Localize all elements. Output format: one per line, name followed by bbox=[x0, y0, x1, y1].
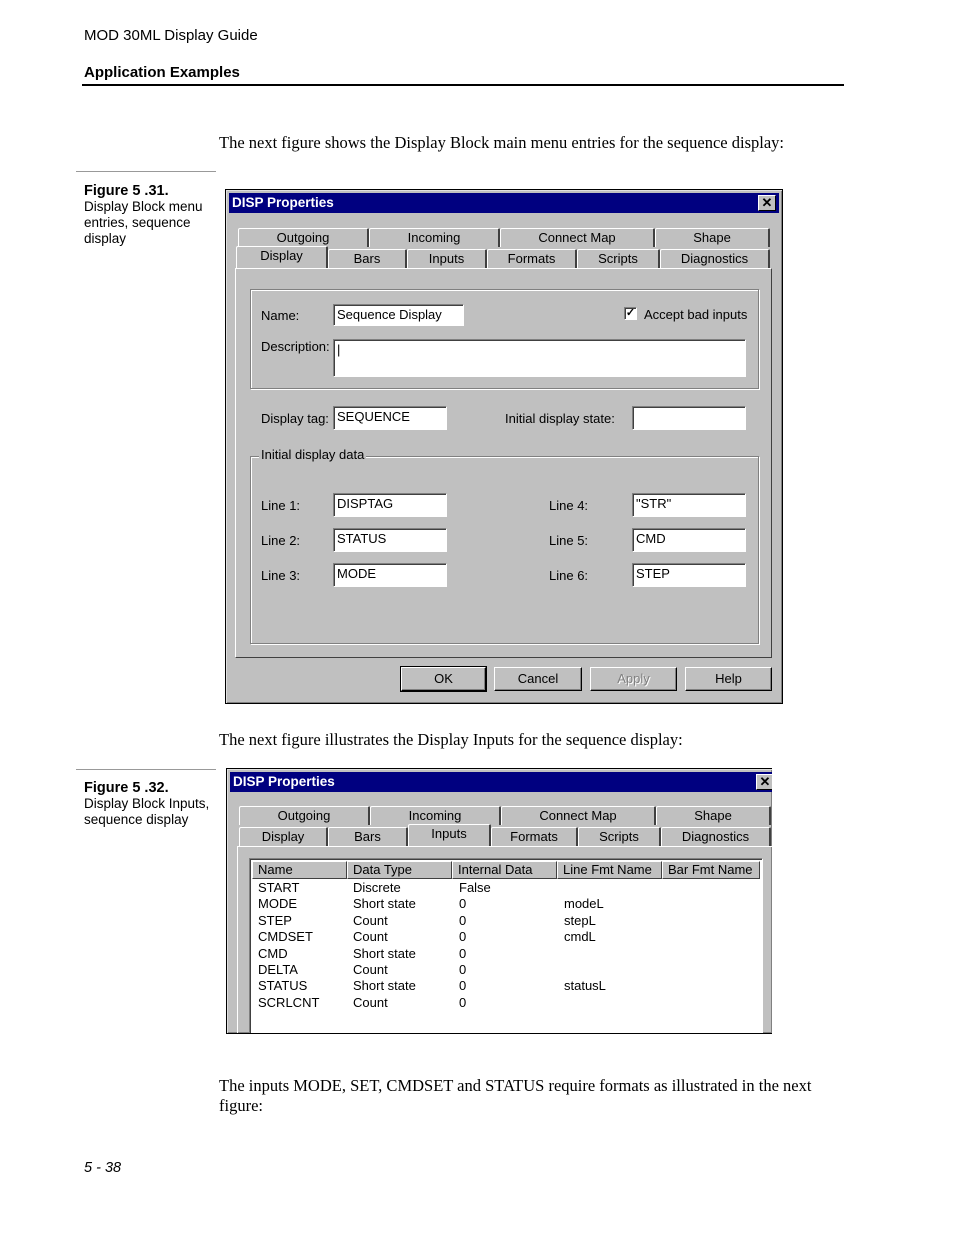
ok-button[interactable]: OK bbox=[401, 667, 486, 691]
table-cell: False bbox=[459, 880, 491, 895]
tab-diagnostics[interactable]: Diagnostics bbox=[661, 827, 771, 846]
tab-formats[interactable]: Formats bbox=[487, 249, 577, 268]
table-cell: cmdL bbox=[564, 929, 596, 945]
help-button[interactable]: Help bbox=[685, 667, 772, 691]
tab-scripts[interactable]: Scripts bbox=[578, 827, 661, 846]
table-cell: Short state bbox=[353, 896, 416, 912]
tab-bars[interactable]: Bars bbox=[328, 827, 408, 846]
inputs-list[interactable] bbox=[249, 858, 763, 1034]
table-cell: SCRLCNT bbox=[258, 994, 320, 1010]
closing-paragraph: The inputs MODE, SET, CMDSET and STATUS require formats as illustrated in the next figure: bbox=[219, 1076, 812, 1115]
table-cell: Count bbox=[353, 929, 388, 945]
table-cell: Short state bbox=[353, 978, 416, 994]
line3-label: Line 3: bbox=[261, 568, 301, 583]
dialog-titlebar bbox=[229, 193, 779, 213]
tab-outgoing[interactable]: Outgoing bbox=[238, 228, 369, 247]
tab-formats[interactable]: Formats bbox=[491, 827, 578, 846]
column-header-bar-fmt-name[interactable]: Bar Fmt Name bbox=[662, 861, 760, 879]
table-cell: 0 bbox=[459, 978, 467, 994]
name-field[interactable]: Sequence Display bbox=[333, 304, 464, 326]
table-cell: START bbox=[258, 880, 300, 895]
table-row[interactable] bbox=[250, 896, 760, 912]
figure1-number: Figure 5 .31. bbox=[84, 183, 169, 199]
name-label: Name: bbox=[261, 308, 300, 323]
figure1-rule bbox=[76, 171, 216, 172]
table-row[interactable] bbox=[250, 962, 760, 978]
figure2-rule bbox=[76, 769, 216, 770]
accept-bad-inputs-label: Accept bad inputs bbox=[644, 307, 748, 322]
table-cell: MODE bbox=[258, 896, 297, 912]
apply-button[interactable] bbox=[590, 667, 677, 691]
close-icon[interactable]: ✕ bbox=[756, 774, 772, 790]
table-cell: modeL bbox=[564, 896, 604, 912]
tab-connect-map[interactable]: Connect Map bbox=[501, 806, 656, 825]
tab-display[interactable]: Display bbox=[239, 827, 328, 846]
line2-field[interactable]: STATUS bbox=[333, 528, 447, 552]
initial-display-state-label: Initial display state: bbox=[505, 411, 615, 426]
table-cell: STATUS bbox=[258, 978, 308, 994]
tab-connect-map[interactable]: Connect Map bbox=[500, 228, 655, 247]
figure2-label-block bbox=[84, 780, 214, 828]
dialog-titlebar bbox=[230, 772, 772, 792]
tab-scripts[interactable]: Scripts bbox=[577, 249, 660, 268]
table-cell: Count bbox=[353, 962, 388, 977]
line6-label: Line 6: bbox=[549, 568, 589, 583]
tab-panel bbox=[235, 268, 772, 658]
close-icon[interactable]: ✕ bbox=[758, 195, 776, 211]
figure2-number: Figure 5 .32. bbox=[84, 780, 169, 796]
display-tag-field[interactable]: SEQUENCE bbox=[333, 406, 447, 430]
table-cell: stepL bbox=[564, 912, 596, 928]
tab-display[interactable]: Display bbox=[236, 246, 328, 268]
table-row[interactable] bbox=[250, 929, 760, 945]
table-row[interactable] bbox=[250, 978, 760, 994]
table-row[interactable] bbox=[250, 946, 760, 962]
disp-properties-dialog-display bbox=[225, 189, 783, 704]
line1-field[interactable]: DISPTAG bbox=[333, 493, 447, 517]
document-title: MOD 30ML Display Guide bbox=[84, 27, 258, 44]
table-row[interactable] bbox=[250, 880, 760, 896]
line4-field[interactable]: "STR" bbox=[632, 493, 746, 517]
line5-label: Line 5: bbox=[549, 533, 589, 548]
line5-field[interactable]: CMD bbox=[632, 528, 746, 552]
table-cell: DELTA bbox=[258, 962, 298, 977]
tab-bars[interactable]: Bars bbox=[328, 249, 407, 268]
checkmark-icon: ✓ bbox=[625, 307, 636, 319]
table-cell: 0 bbox=[459, 945, 467, 961]
line1-label: Line 1: bbox=[261, 498, 301, 513]
table-cell: STEP bbox=[258, 912, 292, 928]
table-cell: Count bbox=[353, 994, 388, 1010]
cancel-button[interactable]: Cancel bbox=[494, 667, 582, 691]
intro-paragraph-1: The next figure shows the Display Block main menu entries for the sequence display: bbox=[219, 133, 784, 152]
figure1-label-block bbox=[84, 183, 214, 247]
table-cell: 0 bbox=[459, 962, 467, 977]
table-cell: Discrete bbox=[353, 880, 401, 895]
intro-paragraph-2: The next figure illustrates the Display Inputs for the sequence display: bbox=[219, 730, 683, 749]
header-rule bbox=[82, 84, 844, 86]
tab-diagnostics[interactable]: Diagnostics bbox=[660, 249, 770, 268]
tab-shape[interactable]: Shape bbox=[655, 228, 770, 247]
tab-incoming[interactable]: Incoming bbox=[369, 228, 500, 247]
figure1-caption: Display Block menu entries, sequence display bbox=[84, 199, 203, 246]
tab-inputs[interactable]: Inputs bbox=[408, 824, 491, 846]
tab-inputs[interactable]: Inputs bbox=[407, 249, 487, 268]
dialog-title: DISP Properties bbox=[233, 774, 335, 789]
page-number: 5 - 38 bbox=[84, 1160, 122, 1176]
tab-shape[interactable]: Shape bbox=[656, 806, 771, 825]
description-field[interactable]: | bbox=[333, 339, 746, 377]
table-cell: CMDSET bbox=[258, 929, 313, 945]
column-header-line-fmt-name[interactable]: Line Fmt Name bbox=[557, 861, 662, 879]
line2-label: Line 2: bbox=[261, 533, 301, 548]
description-label: Description: bbox=[261, 339, 330, 354]
tab-outgoing[interactable]: Outgoing bbox=[239, 806, 370, 825]
initial-display-data-label: Initial display data bbox=[261, 447, 365, 462]
table-cell: 0 bbox=[459, 912, 467, 928]
table-cell: Count bbox=[353, 912, 388, 928]
table-row[interactable] bbox=[250, 913, 760, 929]
line6-field[interactable]: STEP bbox=[632, 563, 746, 587]
column-header-data-type[interactable]: Data Type bbox=[347, 861, 452, 879]
table-cell: Short state bbox=[353, 945, 416, 961]
line4-label: Line 4: bbox=[549, 498, 589, 513]
initial-display-state-field[interactable] bbox=[632, 406, 746, 430]
table-cell: 0 bbox=[459, 896, 467, 912]
display-tag-label: Display tag: bbox=[261, 411, 329, 426]
table-cell: CMD bbox=[258, 945, 288, 961]
column-header-internal-data[interactable]: Internal Data bbox=[452, 861, 557, 879]
figure2-caption: Display Block Inputs, sequence display bbox=[84, 796, 210, 827]
table-cell: statusL bbox=[564, 978, 606, 994]
table-cell: 0 bbox=[459, 929, 467, 945]
section-heading: Application Examples bbox=[84, 64, 240, 81]
dialog-title: DISP Properties bbox=[232, 195, 334, 210]
apply-button-label: Apply bbox=[617, 671, 650, 686]
table-cell: 0 bbox=[459, 994, 467, 1010]
accept-bad-inputs-checkbox[interactable] bbox=[624, 307, 637, 320]
disp-properties-dialog-inputs bbox=[226, 768, 772, 1034]
line3-field[interactable]: MODE bbox=[333, 563, 447, 587]
table-row[interactable] bbox=[250, 995, 760, 1011]
tab-incoming[interactable]: Incoming bbox=[370, 806, 501, 825]
column-header-name[interactable]: Name bbox=[252, 861, 347, 879]
